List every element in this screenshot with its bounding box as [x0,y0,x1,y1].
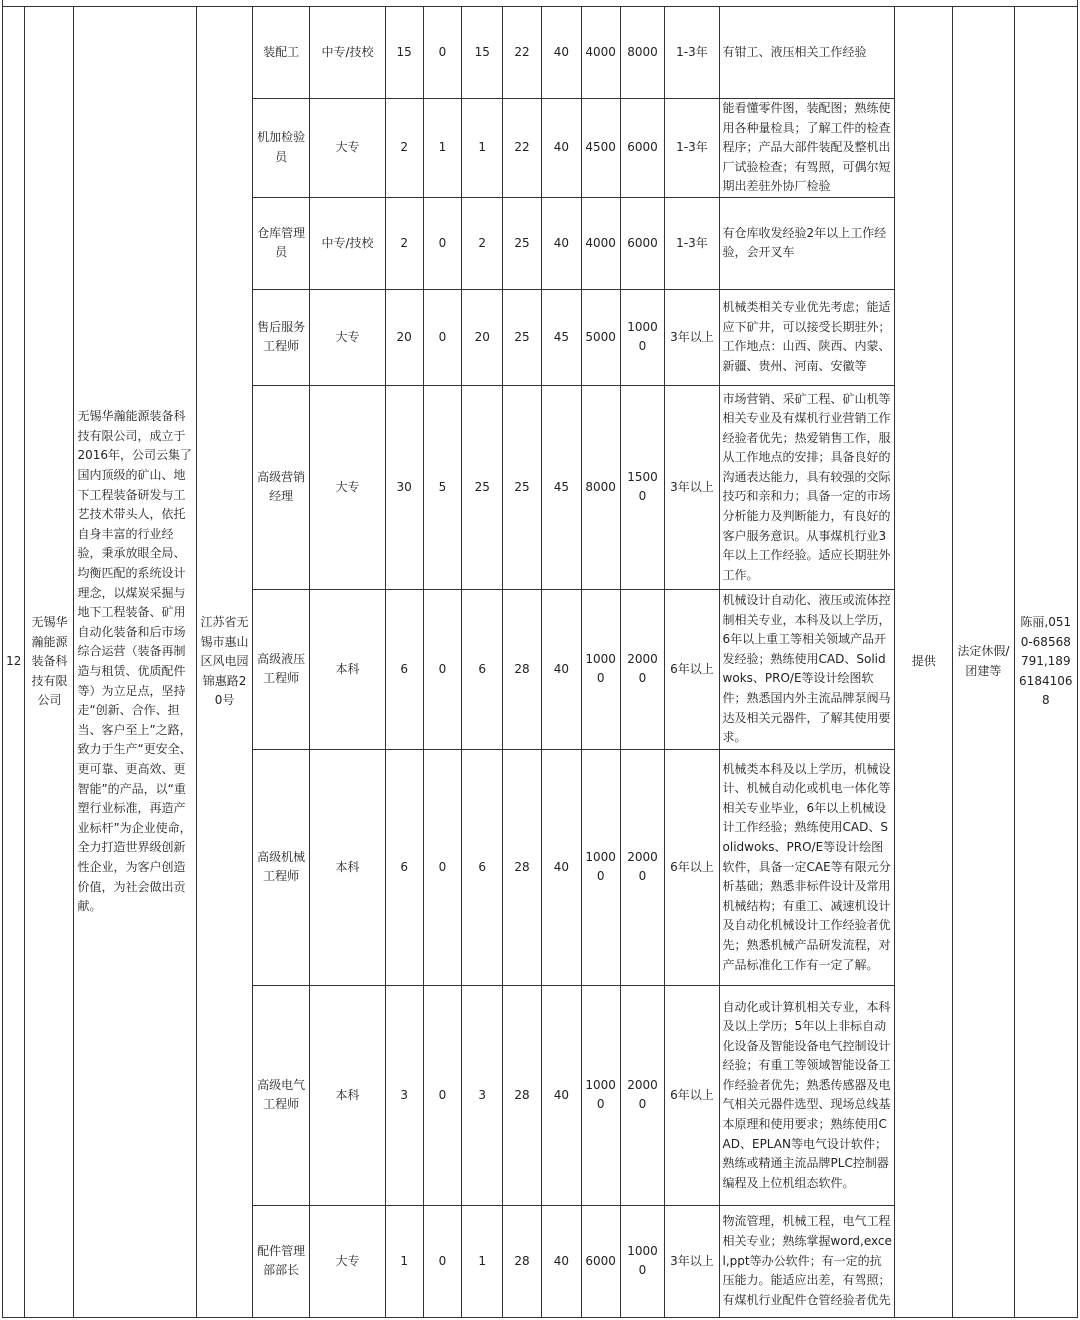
headcount-total: 3 [385,985,423,1205]
job-title: 售后服务工程师 [253,289,310,385]
salary-min: 10000 [581,985,620,1205]
headcount-male: 0 [423,985,462,1205]
salary-max: 6000 [620,99,665,198]
headcount-total: 15 [385,7,423,99]
salary-max: 20000 [620,749,665,985]
age-min: 25 [503,289,542,385]
experience-requirement: 1-3年 [665,7,719,99]
salary-max: 15000 [620,385,665,589]
headcount-total: 6 [385,589,423,749]
job-listing-table [2,6,1078,1318]
salary-min: 8000 [581,385,620,589]
salary-max: 8000 [620,7,665,99]
age-max: 40 [541,197,581,289]
headcount-female: 15 [462,7,503,99]
salary-min: 6000 [581,1205,620,1317]
salary-max: 10000 [620,1205,665,1317]
headcount-total: 6 [385,749,423,985]
headcount-male: 0 [423,749,462,985]
contact-info: 陈丽,0510-68568791,18961841068 [1014,7,1077,1318]
headcount-total: 30 [385,385,423,589]
age-max: 45 [541,385,581,589]
headcount-total: 2 [385,99,423,198]
housing-provided: 提供 [895,7,953,1318]
headcount-male: 1 [423,99,462,198]
headcount-male: 0 [423,1205,462,1317]
salary-max: 20000 [620,589,665,749]
age-max: 40 [541,1205,581,1317]
headcount-female: 3 [462,985,503,1205]
salary-min: 4000 [581,197,620,289]
education-requirement: 本科 [310,985,386,1205]
job-requirements: 机械类本科及以上学历，机械设计、机械自动化或机电一体化等相关专业毕业，6年以上机械设计工作经验；熟练使用CAD、Solidwoks、PRO/E等设计绘图软件，具备一定CAE等有限元分析基础；熟悉非标件设计及常用机械结构；有重工、减速机设计及自动化机械设计工作经验者优先；熟悉机械产品研发流程，对产品标准化工作有一定了解。 [719,749,895,985]
age-min: 22 [503,99,542,198]
salary-min: 4000 [581,7,620,99]
headcount-female: 6 [462,749,503,985]
age-max: 40 [541,749,581,985]
job-title: 机加检验员 [253,99,310,198]
job-requirements: 机械类相关专业优先考虑；能适应下矿井，可以接受长期驻外；工作地点：山西、陕西、内蒙、新疆、贵州、河南、安徽等 [719,289,895,385]
experience-requirement: 6年以上 [665,749,719,985]
education-requirement: 本科 [310,589,386,749]
education-requirement: 中专/技校 [310,197,386,289]
age-min: 28 [503,985,542,1205]
education-requirement: 本科 [310,749,386,985]
salary-max: 10000 [620,289,665,385]
job-title: 高级液压工程师 [253,589,310,749]
age-min: 28 [503,589,542,749]
salary-max: 6000 [620,197,665,289]
age-max: 40 [541,589,581,749]
salary-min: 5000 [581,289,620,385]
job-title: 高级电气工程师 [253,985,310,1205]
salary-max: 20000 [620,985,665,1205]
headcount-female: 2 [462,197,503,289]
headcount-female: 1 [462,99,503,198]
headcount-female: 25 [462,385,503,589]
age-max: 40 [541,99,581,198]
salary-min: 10000 [581,589,620,749]
salary-min: 10000 [581,749,620,985]
age-max: 40 [541,985,581,1205]
headcount-female: 1 [462,1205,503,1317]
age-min: 25 [503,197,542,289]
company-address: 江苏省无锡市惠山区风电园锦惠路20号 [196,7,252,1318]
salary-min: 4500 [581,99,620,198]
job-title: 高级机械工程师 [253,749,310,985]
headcount-male: 0 [423,197,462,289]
company-index: 12 [3,7,25,1318]
education-requirement: 大专 [310,289,386,385]
age-min: 28 [503,1205,542,1317]
job-requirements: 自动化或计算机相关专业，本科及以上学历；5年以上非标自动化设备及智能设备电气控制设计经验；有重工等领域智能设备工作经验者优先；熟悉传感器及电气相关元器件选型、现场总线基本原理和使用要求；熟练使用CAD、EPLAN等电气设计软件；熟练或精通主流品牌PLC控制器编程及上位机组态软件。 [719,985,895,1205]
education-requirement: 大专 [310,1205,386,1317]
headcount-male: 5 [423,385,462,589]
experience-requirement: 3年以上 [665,289,719,385]
experience-requirement: 3年以上 [665,385,719,589]
age-min: 28 [503,749,542,985]
experience-requirement: 1-3年 [665,99,719,198]
age-min: 25 [503,385,542,589]
education-requirement: 大专 [310,99,386,198]
education-requirement: 大专 [310,385,386,589]
company-name: 无锡华瀚能源装备科技有限公司 [25,7,74,1318]
headcount-female: 20 [462,289,503,385]
experience-requirement: 6年以上 [665,985,719,1205]
job-requirements: 有仓库收发经验2年以上工作经验，会开叉车 [719,197,895,289]
headcount-total: 2 [385,197,423,289]
job-requirements: 物流管理，机械工程，电气工程相关专业；熟练掌握word,excel,ppt等办公软件；有一定的抗压能力。能适应出差，有驾照；有煤机行业配件仓管经验者优先 [719,1205,895,1317]
age-max: 45 [541,289,581,385]
experience-requirement: 1-3年 [665,197,719,289]
job-requirements: 市场营销、采矿工程、矿山机等相关专业及有煤机行业营销工作经验者优先；热爱销售工作，服从工作地点的安排；具备良好的沟通表达能力，具有较强的交际技巧和亲和力；具备一定的市场分析能力及判断能力，有良好的客户服务意识。从事煤机行业3年以上工作经验。适应长期驻外工作。 [719,385,895,589]
job-requirements: 能看懂零件图，装配图；熟练使用各种量检具；了解工件的检查程序；产品大部件装配及整机出厂试验检查；有驾照，可偶尔短期出差驻外协厂检验 [719,99,895,198]
headcount-male: 0 [423,589,462,749]
age-min: 22 [503,7,542,99]
headcount-total: 20 [385,289,423,385]
table-row [3,7,1078,99]
age-max: 40 [541,7,581,99]
job-requirements: 机械设计自动化、液压或流体控制相关专业，本科及以上学历，6年以上重工等相关领域产品开发经验；熟练使用CAD、Solidwoks、PRO/E等设计绘图软件；熟悉国内外主流品牌泵阀马达及相关元器件，了解其使用要求。 [719,589,895,749]
job-title: 装配工 [253,7,310,99]
job-title: 仓库管理员 [253,197,310,289]
benefits: 法定休假/团建等 [953,7,1014,1318]
job-title: 高级营销经理 [253,385,310,589]
experience-requirement: 3年以上 [665,1205,719,1317]
job-title: 配件管理部部长 [253,1205,310,1317]
headcount-male: 0 [423,289,462,385]
headcount-male: 0 [423,7,462,99]
experience-requirement: 6年以上 [665,589,719,749]
job-requirements: 有钳工、液压相关工作经验 [719,7,895,99]
company-description: 无锡华瀚能源装备科技有限公司，成立于2016年，公司云集了国内顶级的矿山、地下工程装备研发与工艺技术带头人，依托自身丰富的行业经验，秉承放眼全局、均衡匹配的系统设计理念，以煤炭采掘与地下工程装备、矿用自动化装备和后市场综合运营（装备再制造与租赁、优质配件等）为立足点，坚持走“创新、合作、担当、客户至上”之路，致力于生产“更安全、更可靠、更高效、更智能”的产品，以“重塑行业标准，再造产业标杆”为企业使命，全力打造世界级创新性企业，为客户创造价值，为社会做出贡献。 [74,7,197,1318]
headcount-total: 1 [385,1205,423,1317]
headcount-female: 6 [462,589,503,749]
education-requirement: 中专/技校 [310,7,386,99]
